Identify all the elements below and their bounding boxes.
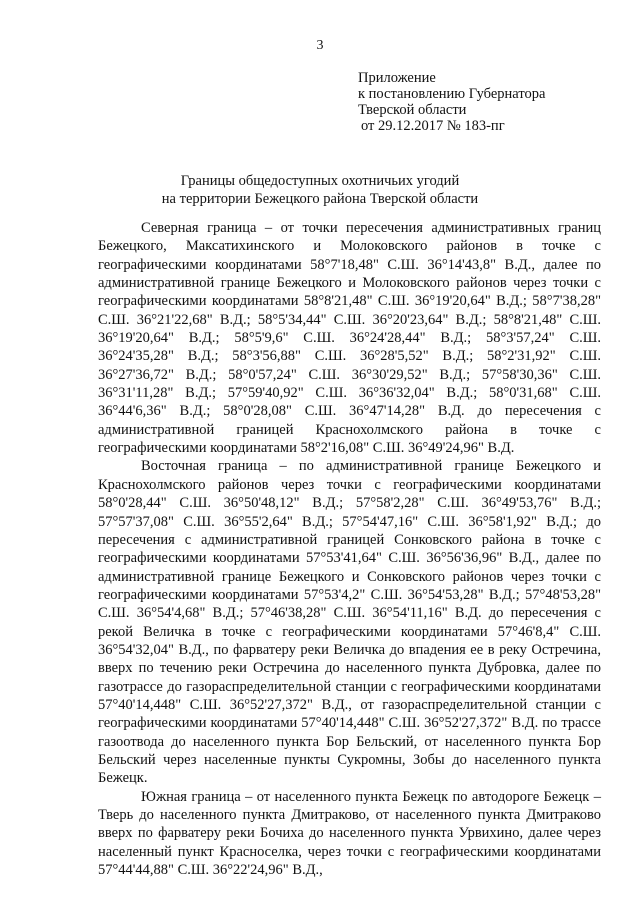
appendix-line-4: от 29.12.2017 № 183-пг [361, 118, 505, 134]
title-line-1: Границы общедоступных охотничьих угодий [180, 173, 460, 189]
paragraph-north-border: Северная граница – от точки пересечения административных границ Бежецкого, Максатихинского и Молоковского районов в точке с географическими координатами 58°7'18,48" С.Ш. 36°14'43,8" В.Д., далее по административной границе Бежецкого и Молоковского районов через точки с географическими координатами 58°8'21,48" С.Ш. 36°19'20,64" В.Д.; 58°7'38,28" С.Ш. 36°21'22,68" В.Д.; 58°5'34,44" С.Ш. 36°20'23,64" В.Д.; 58°8'21,48" С.Ш. 36°19'20,64" В.Д.; 58°5'9,6" С.Ш. 36°24'28,44" В.Д.; 58°3'57,24" С.Ш. 36°24'35,28" В.Д.; 58°3'56,88" С.Ш. 36°28'5,52" В.Д.; 58°2'31,92" С.Ш. 36°27'36,72" В.Д.; 58°0'57,24" С.Ш. 36°30'29,52" В.Д.; 57°58'30,36" С.Ш. 36°31'11,28" В.Д.; 57°59'40,92" С.Ш. 36°36'32,04" В.Д.; 58°0'31,68" С.Ш. 36°44'6,36" В.Д.; 58°0'28,08" С.Ш. 36°47'14,28" В.Д. до пересечения с административной границей Краснохолмского района в точке с географическими координатами 58°2'16,08" С.Ш. 36°49'24,96" В.Д. [98, 220, 601, 457]
appendix-line-2: к постановлению Губернатора [358, 86, 546, 102]
paragraph-south-border: Южная граница – от населенного пункта Бежецк по автодороге Бежецк – Тверь до населенного пункта Дмитраково, от населенного пункта Дмитраково вверх по фарватеру реки Бочиха до населенного пункта Урвихино, далее через населенный пункт Красноселка, через точки с географическими координатами 57°44'44,88" С.Ш. 36°22'24,96" В.Д., [98, 788, 601, 879]
appendix-line-1: Приложение [358, 70, 436, 86]
title-line-2: на территории Бежецкого района Тверской области [161, 191, 479, 207]
document-title [0, 172, 640, 208]
page-number: 3 [316, 38, 324, 53]
appendix-header [358, 70, 545, 134]
paragraph-east-border: Восточная граница – по административной границе Бежецкого и Краснохолмского районов через точки с географическими координатами 58°0'28,44" С.Ш. 36°50'48,12" В.Д.; 57°58'2,28" С.Ш. 36°49'53,76" В.Д.; 57°57'37,08" С.Ш. 36°55'2,64" В.Д.; 57°54'47,16" С.Ш. 36°58'1,92" В.Д.; до пересечения с административной границей Сонковского района в точке с географическими координатами 57°53'41,64" С.Ш. 36°56'36,96" В.Д., далее по административной границе Бежецкого и Сонковского районов через точки с географическими координатами 57°53'4,2" С.Ш. 36°54'53,28" В.Д.; 57°48'53,28" С.Ш. 36°54'4,68" В.Д.; 57°46'38,28" С.Ш. 36°54'11,16" В.Д. до пересечения с рекой Величка в точке с географическими координатами 57°46'8,4" С.Ш. 36°54'32,04" В.Д., по фарватеру реки Величка до впадения ее в реку Остречина, вверх по течению реки Остречина до населенного пункта Дубровка, далее по газотрассе до газораспределительной станции с географическими координатами 57°40'14,448" С.Ш. 36°52'27,372" В.Д., от газораспределительной станции с географическими координатами 57°40'14,448" С.Ш. 36°52'27,372" В.Д. по трассе газоотвода до населенного пункта Бор Бельский, от населенного пункта Бор Бельский через населенные пункты Сукромны, Зобы до населенного пункта Бежецк. [98, 458, 601, 787]
document-body [98, 219, 601, 879]
appendix-line-3: Тверской области [358, 102, 467, 118]
